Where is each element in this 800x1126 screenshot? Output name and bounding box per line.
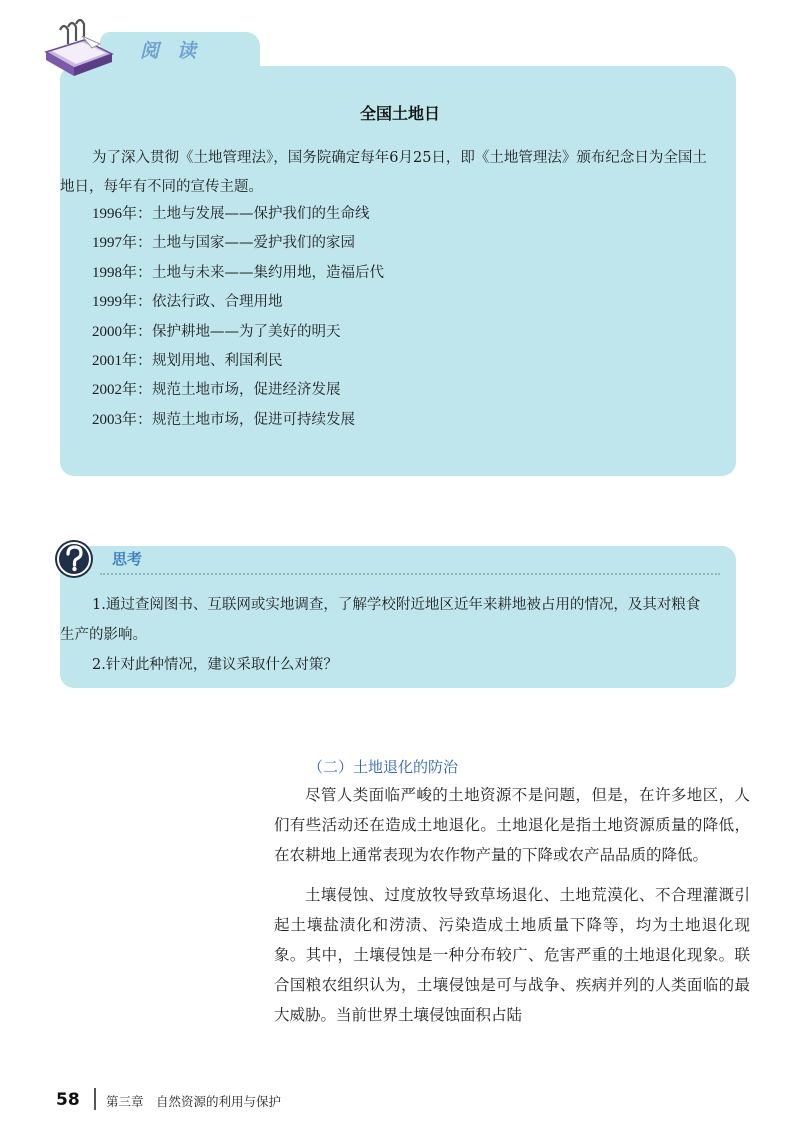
theme-text: 土地与国家——爱护我们的家园 <box>152 235 356 252</box>
question-item: 1.通过查阅图书、互联网或实地调查，了解学校附近地区近年来耕地被占用的情况，及其对粮食生产的影响。 <box>60 597 701 643</box>
theme-year: 1996年： <box>92 206 153 222</box>
question-item: 2.针对此种情况，建议采取什么对策？ <box>92 657 338 673</box>
thinking-questions <box>60 590 710 680</box>
theme-text: 保护耕地——为了美好的明天 <box>152 323 341 340</box>
section-body <box>274 780 750 1040</box>
theme-text: 土地与未来——集约用地，造福后代 <box>152 264 385 281</box>
theme-text: 规范土地市场，促进经济发展 <box>152 382 341 399</box>
body-paragraph: 土壤侵蚀、过度放牧导致草场退化、土地荒漠化、不合理灌溉引起土壤盐渍化和涝渍、污染造成土地质量下降等，均为土地退化现象。其中，土壤侵蚀是一种分布较广、危害严重的土地退化现象。联合国粮农组织认为，土壤侵蚀是可与战争、疾病并列的人类面临的最大威胁。当前世界土壤侵蚀面积占陆 <box>274 886 750 1024</box>
notebook-icon <box>38 18 118 78</box>
list-item <box>92 406 712 435</box>
list-item <box>92 259 712 288</box>
section-heading: （二）土地退化的防治 <box>308 758 459 776</box>
theme-list <box>92 200 712 435</box>
reading-title: 全国土地日 <box>359 104 440 123</box>
page-number: 58 <box>56 1090 80 1110</box>
list-item <box>92 200 712 229</box>
theme-year: 1998年： <box>92 264 153 281</box>
list-item <box>92 288 712 317</box>
chapter-title: 第三章 自然资源的利用与保护 <box>106 1094 282 1109</box>
theme-text: 规划用地、利国利民 <box>152 352 283 369</box>
body-paragraph: 尽管人类面临严峻的土地资源不是问题，但是，在许多地区，人们有些活动还在造成土地退化。土地退化是指土地资源质量的降低，在农耕地上通常表现为农作物产量的下降或农产品品质的降低。 <box>274 786 750 864</box>
list-item <box>92 347 712 376</box>
theme-year: 2000年： <box>92 323 153 340</box>
theme-text: 土地与发展——保护我们的生命线 <box>152 206 370 222</box>
theme-text: 依法行政、合理用地 <box>152 294 283 311</box>
list-item <box>92 376 712 405</box>
theme-year: 2003年： <box>92 411 153 428</box>
question-mark-icon <box>53 538 95 580</box>
reading-label: 阅读 <box>140 40 215 62</box>
theme-year: 2002年： <box>92 382 153 399</box>
theme-year: 1997年： <box>92 235 153 252</box>
theme-text: 规范土地市场，促进可持续发展 <box>152 411 356 428</box>
reading-intro: 为了深入贯彻《土地管理法》，国务院确定每年6月25日，即《土地管理法》颁布纪念日为全国土地日，每年有不同的宣传主题。 <box>60 150 707 195</box>
footer-divider <box>94 1088 96 1110</box>
list-item <box>92 229 712 258</box>
thinking-label: 思考 <box>112 550 143 568</box>
theme-year: 1999年： <box>92 294 153 311</box>
theme-year: 2001年： <box>92 352 153 369</box>
dotted-divider <box>100 573 720 575</box>
list-item <box>92 318 712 347</box>
